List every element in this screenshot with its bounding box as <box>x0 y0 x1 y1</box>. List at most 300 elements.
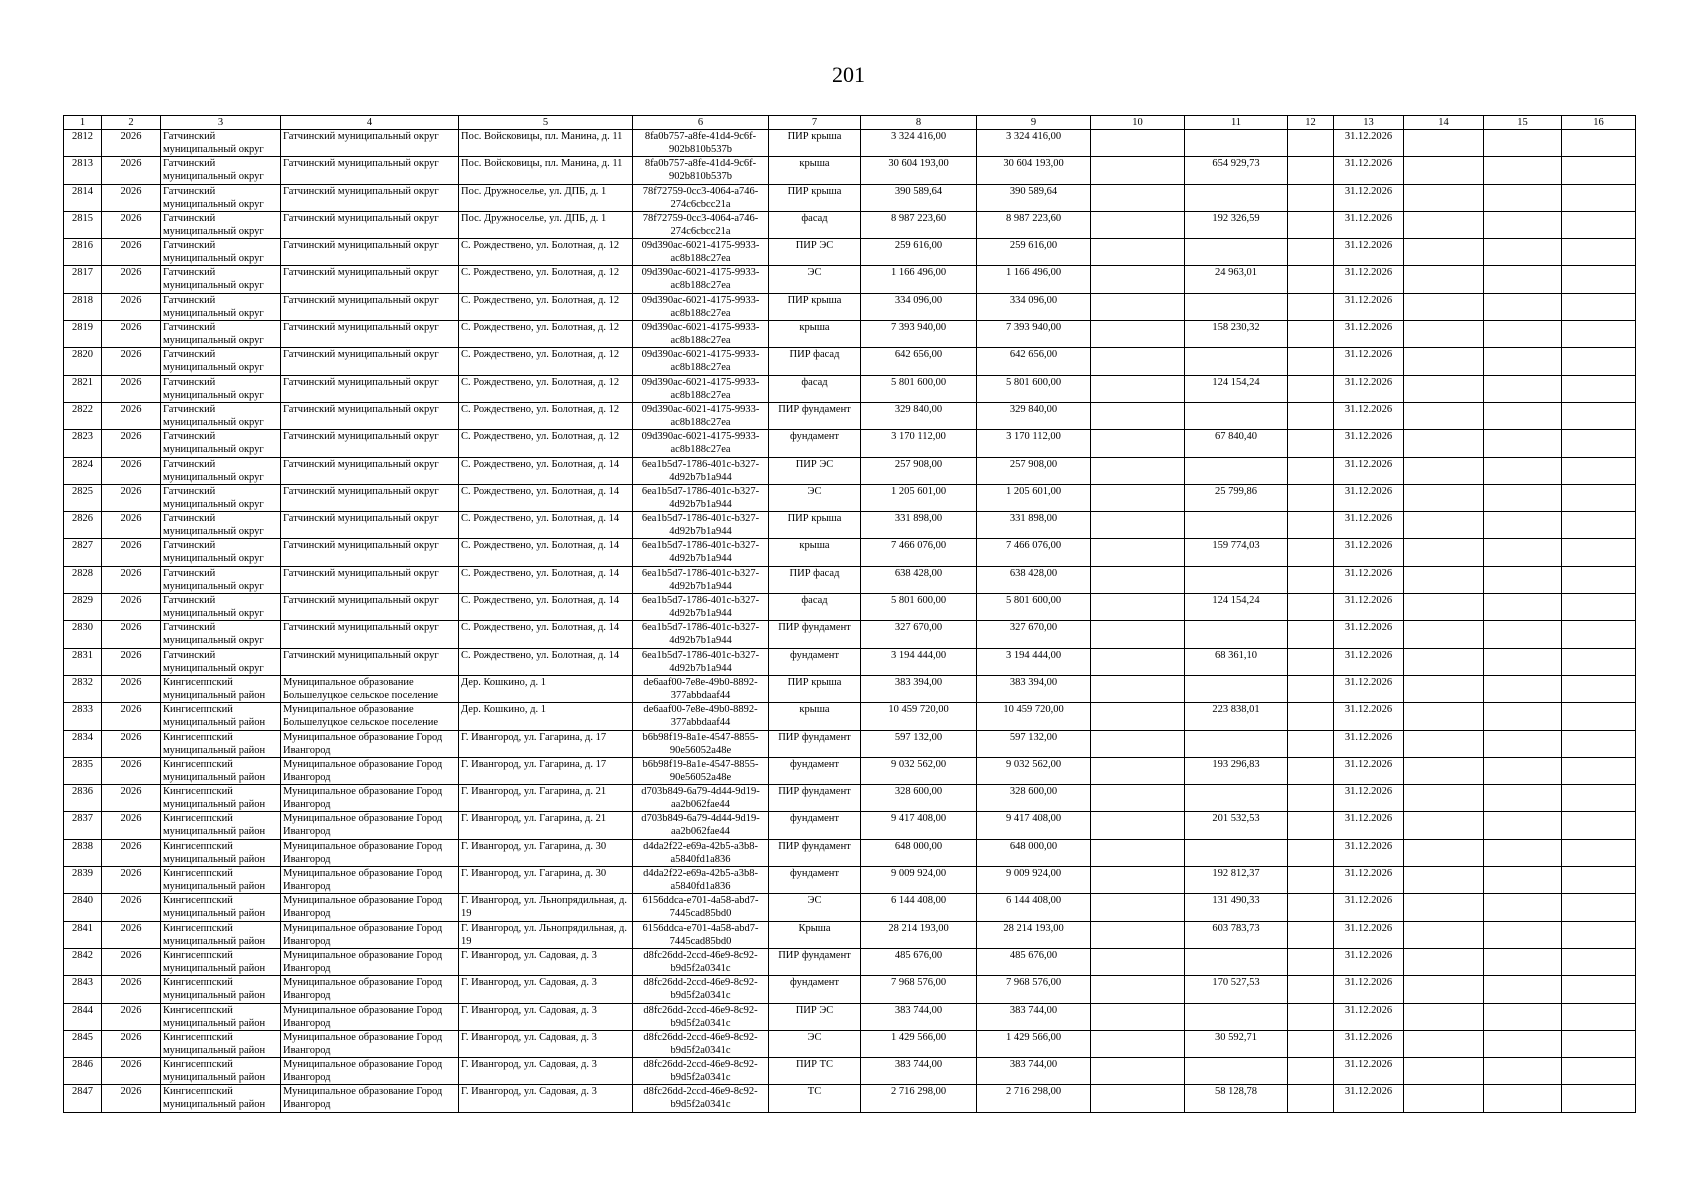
table-cell <box>1091 921 1185 948</box>
table-cell: 6ea1b5d7-1786-401c-b327-4d92b7b1a944 <box>633 484 769 511</box>
table-cell <box>1484 594 1562 621</box>
table-cell: С. Рождествено, ул. Болотная, д. 14 <box>459 594 633 621</box>
table-cell <box>1562 375 1636 402</box>
table-cell: Гатчинский муниципальный округ <box>161 484 281 511</box>
table-cell: b6b98f19-8a1e-4547-8855-90e56052a48e <box>633 757 769 784</box>
table-cell: Гатчинский муниципальный округ <box>161 539 281 566</box>
table-cell <box>1404 867 1484 894</box>
table-cell: Гатчинский муниципальный округ <box>161 211 281 238</box>
table-body <box>64 130 1636 1113</box>
table-cell <box>1484 757 1562 784</box>
table-cell <box>1562 402 1636 429</box>
table-cell <box>1091 976 1185 1003</box>
table-cell <box>1562 675 1636 702</box>
table-cell: 31.12.2026 <box>1334 812 1404 839</box>
table-cell: Муниципальное образование Город Ивангород <box>281 1085 459 1112</box>
table-cell: С. Рождествено, ул. Болотная, д. 14 <box>459 566 633 593</box>
table-cell: Кингисеппский муниципальный район <box>161 948 281 975</box>
table-cell <box>1288 512 1334 539</box>
table-cell: 2026 <box>102 457 161 484</box>
table-cell: 9 032 562,00 <box>861 757 977 784</box>
table-cell: Гатчинский муниципальный округ <box>281 484 459 511</box>
table-cell: 7 393 940,00 <box>977 321 1091 348</box>
table-cell: ПИР ЭС <box>769 457 861 484</box>
table-cell: 329 840,00 <box>861 402 977 429</box>
table-cell <box>1562 757 1636 784</box>
table-row <box>64 621 1636 648</box>
table-cell: крыша <box>769 703 861 730</box>
table-cell <box>1091 375 1185 402</box>
table-cell <box>1091 402 1185 429</box>
table-cell: 2026 <box>102 321 161 348</box>
table-cell: Муниципальное образование Большелуцкое сельское поселение <box>281 675 459 702</box>
table-cell: ПИР крыша <box>769 512 861 539</box>
table-cell: Гатчинский муниципальный округ <box>161 512 281 539</box>
table-cell: 31.12.2026 <box>1334 266 1404 293</box>
table-cell: Гатчинский муниципальный округ <box>281 621 459 648</box>
table-row <box>64 948 1636 975</box>
table-cell: Гатчинский муниципальный округ <box>281 375 459 402</box>
column-header: 8 <box>861 116 977 130</box>
table-cell: фундамент <box>769 812 861 839</box>
table-cell: 31.12.2026 <box>1334 785 1404 812</box>
table-cell: Гатчинский муниципальный округ <box>281 566 459 593</box>
table-cell: 8 987 223,60 <box>977 211 1091 238</box>
table-cell: ПИР фундамент <box>769 621 861 648</box>
table-cell <box>1562 211 1636 238</box>
table-cell <box>1484 1003 1562 1030</box>
table-cell: 2818 <box>64 293 102 320</box>
table-cell: фасад <box>769 594 861 621</box>
table-cell: 31.12.2026 <box>1334 675 1404 702</box>
table-cell <box>1404 539 1484 566</box>
table-cell <box>1562 839 1636 866</box>
table-cell: 638 428,00 <box>861 566 977 593</box>
table-cell <box>1185 293 1288 320</box>
table-row <box>64 648 1636 675</box>
table-cell <box>1288 184 1334 211</box>
table-cell: 334 096,00 <box>861 293 977 320</box>
table-cell: Муниципальное образование Город Ивангород <box>281 785 459 812</box>
table-cell: 6156ddca-e701-4a58-abd7-7445cad85bd0 <box>633 921 769 948</box>
column-header: 3 <box>161 116 281 130</box>
table-row <box>64 512 1636 539</box>
table-row <box>64 703 1636 730</box>
table-cell: 328 600,00 <box>861 785 977 812</box>
table-cell <box>1288 1030 1334 1057</box>
table-cell <box>1562 1003 1636 1030</box>
table-cell <box>1562 1085 1636 1112</box>
table-cell: 6ea1b5d7-1786-401c-b327-4d92b7b1a944 <box>633 621 769 648</box>
table-row <box>64 266 1636 293</box>
column-header: 5 <box>459 116 633 130</box>
table-cell: 329 840,00 <box>977 402 1091 429</box>
table-cell: 31.12.2026 <box>1334 130 1404 157</box>
table-cell <box>1091 293 1185 320</box>
table-cell <box>1484 921 1562 948</box>
table-cell: 5 801 600,00 <box>861 375 977 402</box>
table-cell: Гатчинский муниципальный округ <box>281 293 459 320</box>
table-cell: Пос. Дружноселье, ул. ДПБ, д. 1 <box>459 184 633 211</box>
table-cell: d703b849-6a79-4d44-9d19-aa2b062fae44 <box>633 812 769 839</box>
table-cell <box>1185 348 1288 375</box>
table-cell <box>1484 157 1562 184</box>
table-cell <box>1404 1058 1484 1085</box>
table-cell <box>1562 1030 1636 1057</box>
table-cell: С. Рождествено, ул. Болотная, д. 12 <box>459 430 633 457</box>
column-header: 2 <box>102 116 161 130</box>
table-cell: 2829 <box>64 594 102 621</box>
table-cell: 2815 <box>64 211 102 238</box>
table-cell <box>1288 976 1334 1003</box>
table-row <box>64 211 1636 238</box>
table-row <box>64 921 1636 948</box>
table-cell: 2026 <box>102 594 161 621</box>
table-cell <box>1484 812 1562 839</box>
table-cell: Г. Ивангород, ул. Льнопрядильная, д. 19 <box>459 894 633 921</box>
table-row <box>64 293 1636 320</box>
table-cell <box>1562 321 1636 348</box>
table-cell <box>1404 730 1484 757</box>
table-cell <box>1484 1030 1562 1057</box>
table-cell: 6 144 408,00 <box>977 894 1091 921</box>
table-cell <box>1404 512 1484 539</box>
table-cell <box>1288 375 1334 402</box>
table-cell: 2026 <box>102 1003 161 1030</box>
table-cell: Пос. Войсковицы, пл. Манина, д. 11 <box>459 157 633 184</box>
table-cell: Г. Ивангород, ул. Садовая, д. 3 <box>459 1030 633 1057</box>
table-cell <box>1288 785 1334 812</box>
table-cell: 09d390ac-6021-4175-9933-ac8b188c27ea <box>633 402 769 429</box>
table-cell: Гатчинский муниципальный округ <box>281 430 459 457</box>
table-cell: Кингисеппский муниципальный район <box>161 1085 281 1112</box>
table-cell: Кингисеппский муниципальный район <box>161 703 281 730</box>
column-header: 15 <box>1484 116 1562 130</box>
table-cell: 2825 <box>64 484 102 511</box>
table-cell: Гатчинский муниципальный округ <box>281 457 459 484</box>
table-cell: 2844 <box>64 1003 102 1030</box>
table-cell: 327 670,00 <box>861 621 977 648</box>
table-cell: 2837 <box>64 812 102 839</box>
table-cell: С. Рождествено, ул. Болотная, д. 14 <box>459 457 633 484</box>
table-cell: 2838 <box>64 839 102 866</box>
table-cell <box>1562 921 1636 948</box>
table-cell <box>1288 211 1334 238</box>
table-cell: 648 000,00 <box>977 839 1091 866</box>
table-cell: 2842 <box>64 948 102 975</box>
table-cell <box>1091 812 1185 839</box>
table-row <box>64 976 1636 1003</box>
column-header: 16 <box>1562 116 1636 130</box>
table-cell: 3 194 444,00 <box>861 648 977 675</box>
table-cell: Пос. Дружноселье, ул. ДПБ, д. 1 <box>459 211 633 238</box>
table-cell: 257 908,00 <box>861 457 977 484</box>
table-cell: 09d390ac-6021-4175-9933-ac8b188c27ea <box>633 430 769 457</box>
table-cell <box>1484 867 1562 894</box>
table-cell: 259 616,00 <box>977 239 1091 266</box>
table-cell: 2026 <box>102 703 161 730</box>
table-cell <box>1185 1058 1288 1085</box>
table-cell: 31.12.2026 <box>1334 976 1404 1003</box>
table-cell <box>1562 239 1636 266</box>
table-cell: 6ea1b5d7-1786-401c-b327-4d92b7b1a944 <box>633 648 769 675</box>
column-header: 7 <box>769 116 861 130</box>
table-cell: 31.12.2026 <box>1334 1003 1404 1030</box>
table-cell: 2026 <box>102 130 161 157</box>
table-cell <box>1562 785 1636 812</box>
table-cell <box>1288 921 1334 948</box>
table-cell <box>1185 130 1288 157</box>
table-cell: 2026 <box>102 293 161 320</box>
table-cell: 31.12.2026 <box>1334 839 1404 866</box>
table-cell <box>1288 648 1334 675</box>
table-cell: 638 428,00 <box>977 566 1091 593</box>
table-cell: 2812 <box>64 130 102 157</box>
table-cell: 6156ddca-e701-4a58-abd7-7445cad85bd0 <box>633 894 769 921</box>
table-cell: 2817 <box>64 266 102 293</box>
table-cell: 5 801 600,00 <box>861 594 977 621</box>
table-cell: Кингисеппский муниципальный район <box>161 921 281 948</box>
table-cell: С. Рождествено, ул. Болотная, д. 12 <box>459 375 633 402</box>
table-cell: 8 987 223,60 <box>861 211 977 238</box>
table-cell: С. Рождествено, ул. Болотная, д. 12 <box>459 266 633 293</box>
table-cell: 3 170 112,00 <box>861 430 977 457</box>
table-cell: Дер. Кошкино, д. 1 <box>459 703 633 730</box>
column-header: 6 <box>633 116 769 130</box>
table-cell: 2845 <box>64 1030 102 1057</box>
table-row <box>64 184 1636 211</box>
table-cell: 6ea1b5d7-1786-401c-b327-4d92b7b1a944 <box>633 566 769 593</box>
table-cell <box>1288 867 1334 894</box>
table-cell: 31.12.2026 <box>1334 484 1404 511</box>
table-cell: 2026 <box>102 648 161 675</box>
table-cell <box>1484 293 1562 320</box>
table-cell: d8fc26dd-2ccd-46e9-8c92-b9d5f2a0341c <box>633 976 769 1003</box>
table-cell <box>1562 730 1636 757</box>
table-cell: Г. Ивангород, ул. Гагарина, д. 30 <box>459 839 633 866</box>
table-cell: ПИР фундамент <box>769 402 861 429</box>
table-cell: С. Рождествено, ул. Болотная, д. 12 <box>459 239 633 266</box>
table-cell: С. Рождествено, ул. Болотная, д. 14 <box>459 621 633 648</box>
table-cell: ПИР крыша <box>769 675 861 702</box>
table-cell <box>1288 457 1334 484</box>
table-cell: С. Рождествено, ул. Болотная, д. 12 <box>459 348 633 375</box>
table-cell: С. Рождествено, ул. Болотная, д. 14 <box>459 484 633 511</box>
table-cell <box>1091 157 1185 184</box>
table-cell: 2822 <box>64 402 102 429</box>
table-cell <box>1404 321 1484 348</box>
table-cell: d4da2f22-e69a-42b5-a3b8-a5840fd1a836 <box>633 839 769 866</box>
table-cell: 2026 <box>102 566 161 593</box>
table-cell: 2830 <box>64 621 102 648</box>
table-cell: 2026 <box>102 266 161 293</box>
table-cell: d4da2f22-e69a-42b5-a3b8-a5840fd1a836 <box>633 867 769 894</box>
table-cell: Кингисеппский муниципальный район <box>161 839 281 866</box>
table-cell <box>1484 948 1562 975</box>
table-cell: 2026 <box>102 484 161 511</box>
table-cell: 2026 <box>102 1030 161 1057</box>
table-cell: Гатчинский муниципальный округ <box>281 512 459 539</box>
table-cell: Гатчинский муниципальный округ <box>281 130 459 157</box>
table-cell <box>1185 675 1288 702</box>
table-cell <box>1185 730 1288 757</box>
table-cell: Гатчинский муниципальный округ <box>161 648 281 675</box>
table-cell: 331 898,00 <box>977 512 1091 539</box>
table-cell: 7 968 576,00 <box>977 976 1091 1003</box>
table-cell <box>1484 1058 1562 1085</box>
table-row <box>64 157 1636 184</box>
table-cell <box>1185 184 1288 211</box>
table-cell: 3 194 444,00 <box>977 648 1091 675</box>
table-cell: ТС <box>769 1085 861 1112</box>
table-cell: 383 744,00 <box>861 1003 977 1030</box>
table-cell <box>1185 839 1288 866</box>
table-cell: Г. Ивангород, ул. Гагарина, д. 17 <box>459 730 633 757</box>
table-cell <box>1091 211 1185 238</box>
table-row <box>64 839 1636 866</box>
table-cell: 192 326,59 <box>1185 211 1288 238</box>
table-cell: 158 230,32 <box>1185 321 1288 348</box>
table-cell: Кингисеппский муниципальный район <box>161 785 281 812</box>
table-cell <box>1404 484 1484 511</box>
table-row <box>64 402 1636 429</box>
table-cell <box>1288 239 1334 266</box>
table-row <box>64 730 1636 757</box>
table-cell: Муниципальное образование Город Ивангород <box>281 948 459 975</box>
table-cell <box>1484 785 1562 812</box>
page-number: 201 <box>832 62 865 87</box>
table-cell <box>1562 157 1636 184</box>
table-cell: 597 132,00 <box>861 730 977 757</box>
table-cell: ПИР ТС <box>769 1058 861 1085</box>
table-cell: 3 324 416,00 <box>861 130 977 157</box>
column-header: 11 <box>1185 116 1288 130</box>
table-cell: 6ea1b5d7-1786-401c-b327-4d92b7b1a944 <box>633 539 769 566</box>
table-cell <box>1091 948 1185 975</box>
table-cell: 31.12.2026 <box>1334 211 1404 238</box>
table-cell: Кингисеппский муниципальный район <box>161 867 281 894</box>
table-cell <box>1288 157 1334 184</box>
table-cell: ПИР фундамент <box>769 839 861 866</box>
table-cell <box>1091 321 1185 348</box>
table-cell: 31.12.2026 <box>1334 321 1404 348</box>
table-cell: 2026 <box>102 730 161 757</box>
table-cell: фундамент <box>769 976 861 1003</box>
table-cell: Гатчинский муниципальный округ <box>161 157 281 184</box>
table-cell <box>1562 948 1636 975</box>
table-cell <box>1484 976 1562 1003</box>
table-cell: 67 840,40 <box>1185 430 1288 457</box>
table-cell <box>1185 948 1288 975</box>
table-cell: 2819 <box>64 321 102 348</box>
table-cell <box>1288 1085 1334 1112</box>
table-row <box>64 539 1636 566</box>
table-cell <box>1404 921 1484 948</box>
table-cell <box>1288 430 1334 457</box>
table-cell: 2833 <box>64 703 102 730</box>
table-cell <box>1091 675 1185 702</box>
table-header <box>64 116 1636 130</box>
table-cell: 2820 <box>64 348 102 375</box>
table-cell: 159 774,03 <box>1185 539 1288 566</box>
table-cell: 9 009 924,00 <box>977 867 1091 894</box>
table-cell: Муниципальное образование Город Ивангород <box>281 1058 459 1085</box>
table-cell: 257 908,00 <box>977 457 1091 484</box>
table-cell: 31.12.2026 <box>1334 594 1404 621</box>
table-cell <box>1288 293 1334 320</box>
table-cell: 2026 <box>102 921 161 948</box>
table-cell <box>1185 785 1288 812</box>
table-cell <box>1404 402 1484 429</box>
table-cell: 24 963,01 <box>1185 266 1288 293</box>
table-cell: 2832 <box>64 675 102 702</box>
table-cell: 30 604 193,00 <box>977 157 1091 184</box>
table-cell <box>1288 948 1334 975</box>
table-cell <box>1484 675 1562 702</box>
table-cell: Гатчинский муниципальный округ <box>161 348 281 375</box>
table-cell: 31.12.2026 <box>1334 402 1404 429</box>
table-row <box>64 894 1636 921</box>
table-cell: 5 801 600,00 <box>977 375 1091 402</box>
table-cell: 383 744,00 <box>977 1058 1091 1085</box>
table-cell: 2814 <box>64 184 102 211</box>
column-header: 13 <box>1334 116 1404 130</box>
table-cell: 1 166 496,00 <box>977 266 1091 293</box>
table-cell: Гатчинский муниципальный округ <box>281 402 459 429</box>
table-cell: ПИР фундамент <box>769 948 861 975</box>
table-cell: 9 417 408,00 <box>977 812 1091 839</box>
table-cell <box>1562 812 1636 839</box>
table-cell: Муниципальное образование Город Ивангород <box>281 867 459 894</box>
table-cell: 10 459 720,00 <box>977 703 1091 730</box>
table-cell: 31.12.2026 <box>1334 703 1404 730</box>
table-cell: ЭС <box>769 894 861 921</box>
table-cell: фундамент <box>769 867 861 894</box>
table-cell: d8fc26dd-2ccd-46e9-8c92-b9d5f2a0341c <box>633 1058 769 1085</box>
table-cell: 31.12.2026 <box>1334 921 1404 948</box>
table-cell: Г. Ивангород, ул. Гагарина, д. 30 <box>459 867 633 894</box>
table-cell <box>1484 402 1562 429</box>
table-cell <box>1091 894 1185 921</box>
table-cell <box>1091 594 1185 621</box>
table-cell <box>1562 703 1636 730</box>
table-cell <box>1484 484 1562 511</box>
table-cell: 201 532,53 <box>1185 812 1288 839</box>
table-cell: Кингисеппский муниципальный район <box>161 730 281 757</box>
table-cell: 654 929,73 <box>1185 157 1288 184</box>
table-cell <box>1288 757 1334 784</box>
column-header: 14 <box>1404 116 1484 130</box>
table-cell: 31.12.2026 <box>1334 1085 1404 1112</box>
table-row <box>64 1058 1636 1085</box>
table-cell <box>1288 675 1334 702</box>
table-cell <box>1091 130 1185 157</box>
table-cell: Г. Ивангород, ул. Садовая, д. 3 <box>459 948 633 975</box>
table-cell: 2026 <box>102 675 161 702</box>
table-cell: 31.12.2026 <box>1334 894 1404 921</box>
table-cell <box>1404 348 1484 375</box>
table-cell: 259 616,00 <box>861 239 977 266</box>
table-cell <box>1562 1058 1636 1085</box>
table-row <box>64 321 1636 348</box>
table-cell: 09d390ac-6021-4175-9933-ac8b188c27ea <box>633 321 769 348</box>
table-cell <box>1288 594 1334 621</box>
table-cell: Гатчинский муниципальный округ <box>281 266 459 293</box>
table-cell: 10 459 720,00 <box>861 703 977 730</box>
table-cell: de6aaf00-7e8e-49b0-8892-377abbdaaf44 <box>633 675 769 702</box>
table-row <box>64 812 1636 839</box>
table-cell <box>1404 375 1484 402</box>
